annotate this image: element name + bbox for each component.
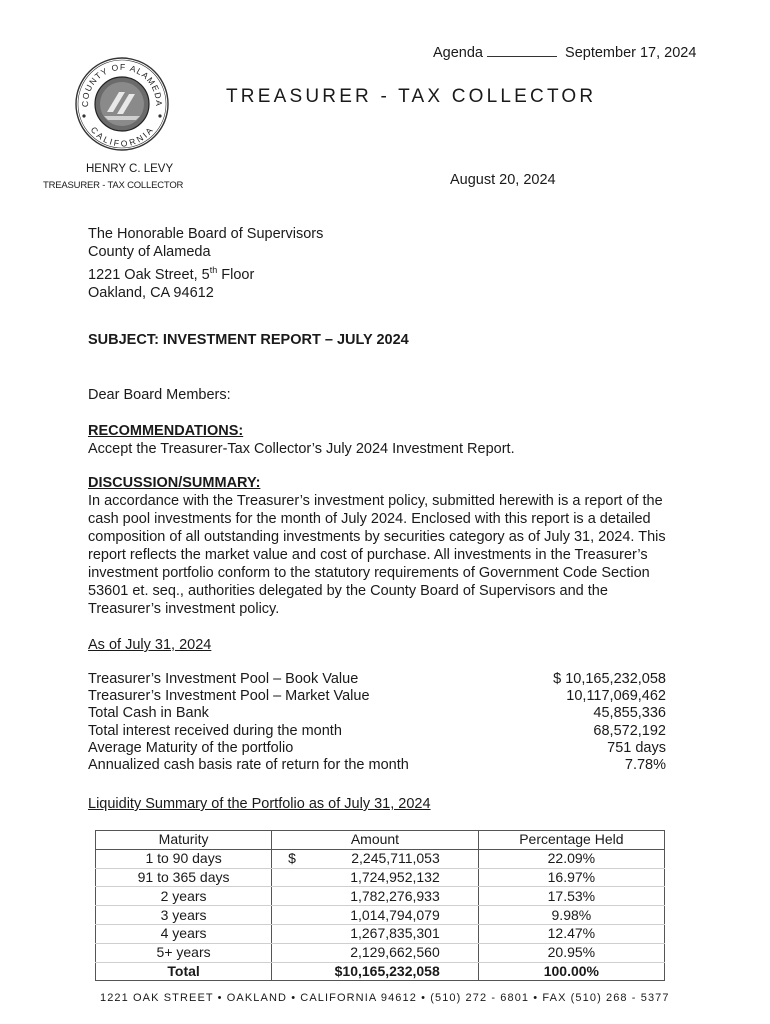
table-header-row — [96, 831, 665, 850]
table-row — [96, 906, 665, 925]
recipient-address — [88, 225, 323, 302]
total-amount-value: $10,165,232,058 — [334, 962, 440, 979]
liquidity-table — [95, 830, 665, 981]
stat-label: Annualized cash basis rate of return for the month — [88, 756, 409, 773]
stat-row — [88, 723, 666, 740]
amount-value: 2,245,711,053 — [351, 850, 440, 867]
as-of-heading: As of July 31, 2024 — [88, 637, 212, 653]
amount-cell — [272, 943, 479, 962]
total-label-cell: Total — [96, 962, 272, 981]
maturity-cell: 91 to 365 days — [96, 868, 272, 887]
amount-cell — [272, 849, 479, 868]
percentage-cell: 12.47% — [478, 924, 664, 943]
recommendations-text: Accept the Treasurer-Tax Collector’s July 2024 Investment Report. — [88, 441, 515, 457]
agenda-number-blank — [487, 44, 557, 57]
column-header-amount: Amount — [272, 831, 479, 850]
stat-row — [88, 688, 666, 705]
maturity-cell: 2 years — [96, 887, 272, 906]
percentage-cell: 9.98% — [478, 906, 664, 925]
amount-value: 1,782,276,933 — [350, 887, 440, 904]
seal-bottom-text: CALIFORNIA — [88, 124, 156, 149]
amount-cell — [272, 868, 479, 887]
stat-value: 45,855,336 — [593, 705, 666, 722]
stat-value: $ 10,165,232,058 — [553, 671, 666, 687]
salutation: Dear Board Members: — [88, 387, 231, 403]
column-header-maturity: Maturity — [96, 831, 272, 850]
address-line — [88, 261, 323, 284]
maturity-cell: 5+ years — [96, 943, 272, 962]
table-row — [96, 868, 665, 887]
address-ordinal: th — [209, 265, 218, 275]
stat-value: 751 days — [607, 739, 666, 756]
county-seal-icon — [74, 56, 170, 152]
maturity-cell: 1 to 90 days — [96, 849, 272, 868]
stat-label: Total Cash in Bank — [88, 705, 209, 722]
agenda-label: Agenda — [433, 45, 483, 61]
stat-value: 68,572,192 — [593, 722, 666, 739]
seal-top-text: COUNTY OF ALAMEDA — [79, 61, 165, 108]
percentage-cell: 16.97% — [478, 868, 664, 887]
stat-row — [88, 671, 666, 688]
stat-label: Total interest received during the month — [88, 722, 342, 739]
address-line: Oakland, CA 94612 — [88, 284, 214, 301]
stat-row — [88, 705, 666, 722]
stat-label: Treasurer’s Investment Pool – Book Value — [88, 671, 359, 687]
table-row — [96, 849, 665, 868]
total-amount-cell — [272, 962, 479, 981]
recommendations-heading: RECOMMENDATIONS: — [88, 423, 244, 439]
amount-cell — [272, 906, 479, 925]
stat-value: 7.78% — [624, 756, 666, 773]
stat-row — [88, 757, 666, 774]
table-total-row — [96, 962, 665, 981]
stat-value: 10,117,069,462 — [566, 688, 666, 705]
address-street: 1221 Oak Street, 5 — [88, 266, 210, 283]
address-floor: Floor — [217, 266, 255, 283]
table-row — [96, 943, 665, 962]
discussion-text: In accordance with the Treasurer’s investment policy, submitted herewith is a report of the cash pool investments for the month of July 2024. Enclosed with this report is a detailed composition of all outstanding investments by securities category as of July 31, 2024. This report reflects the market value and cost of purchase. All investments in the Treasurer’s investment portfolio conform to the statutory requirements of Government Code Section 53601 et. seq., authorities delegated by the County Board of Supervisors and the Treasurer’s investment policy. — [88, 493, 666, 617]
officer-title: TREASURER - TAX COLLECTOR — [43, 180, 184, 191]
currency-symbol: $ — [288, 849, 296, 866]
discussion-heading: DISCUSSION/SUMMARY: — [88, 475, 261, 491]
amount-value: 1,014,794,079 — [350, 906, 440, 923]
amount-cell — [272, 887, 479, 906]
footer-address: 1221 OAK STREET • OAKLAND • CALIFORNIA 94612 • (510) 272 - 6801 • FAX (510) 268 - 5377 — [100, 992, 670, 1004]
table-row — [96, 887, 665, 906]
office-title: TREASURER - TAX COLLECTOR — [226, 86, 597, 107]
stat-label: Treasurer’s Investment Pool – Market Value — [88, 688, 370, 705]
amount-value: 1,724,952,132 — [350, 868, 440, 885]
officer-name: HENRY C. LEVY — [86, 163, 174, 175]
subject-line: SUBJECT: INVESTMENT REPORT – JULY 2024 — [88, 332, 409, 348]
maturity-cell: 3 years — [96, 906, 272, 925]
address-line: County of Alameda — [88, 244, 211, 260]
agenda-line — [433, 44, 696, 61]
amount-value: 1,267,835,301 — [350, 925, 440, 942]
letter-date: August 20, 2024 — [450, 172, 556, 188]
percentage-cell: 20.95% — [478, 943, 664, 962]
stat-label: Average Maturity of the portfolio — [88, 739, 294, 756]
address-line: The Honorable Board of Supervisors — [88, 226, 324, 242]
maturity-cell: 4 years — [96, 924, 272, 943]
stat-row — [88, 740, 666, 757]
percentage-cell: 17.53% — [478, 887, 664, 906]
table-row — [96, 924, 665, 943]
total-percentage-cell: 100.00% — [478, 962, 664, 981]
column-header-percentage: Percentage Held — [478, 831, 664, 850]
percentage-cell: 22.09% — [478, 849, 664, 868]
meeting-date: September 17, 2024 — [565, 45, 697, 61]
amount-value: 2,129,662,560 — [350, 944, 440, 961]
liquidity-heading: Liquidity Summary of the Portfolio as of July 31, 2024 — [88, 796, 431, 812]
portfolio-stats — [88, 671, 666, 774]
amount-cell — [272, 924, 479, 943]
